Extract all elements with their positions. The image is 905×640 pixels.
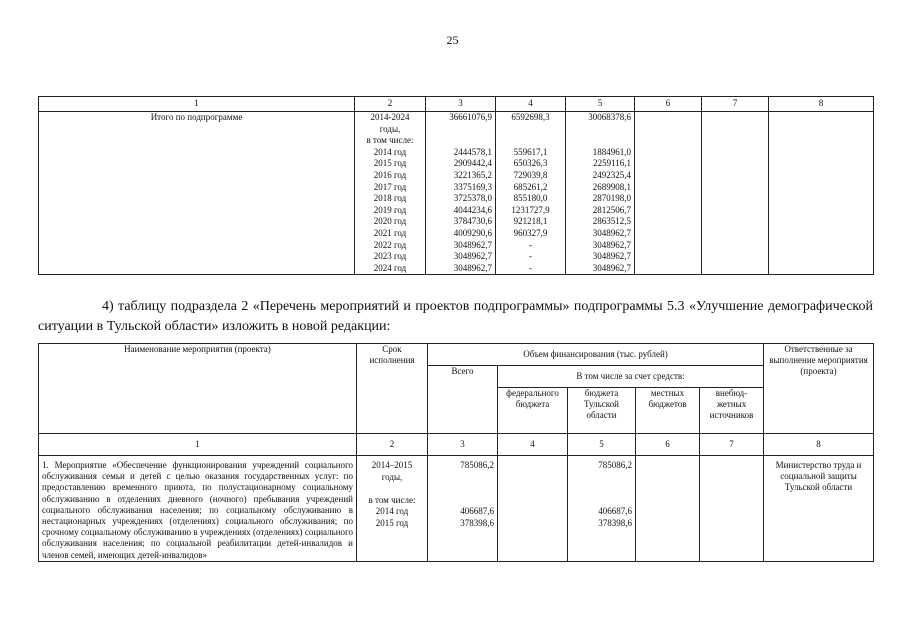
cell-line: 2689908,1 (592, 181, 631, 192)
cell-line: 3048962,7 (453, 239, 492, 250)
cell-line: 2017 год (373, 181, 407, 192)
measures-table (38, 343, 874, 562)
table2-number-row (39, 434, 874, 456)
cell-line: 960327,9 (513, 227, 548, 238)
measure-term (357, 456, 428, 562)
cell-line: - (529, 262, 532, 273)
cell-line: 729039,8 (513, 169, 548, 180)
table1-col-num: 1 (39, 97, 355, 112)
cell-line: 3784730,6 (453, 216, 492, 227)
cell-line: 650326,3 (513, 158, 548, 169)
cell-line: 2014 год (373, 146, 407, 157)
cell-line: 2863512,5 (592, 216, 631, 227)
empty-cell (635, 112, 702, 275)
cell-line: 2014 год (375, 506, 409, 517)
table1-header-row (39, 97, 874, 112)
cell-line (431, 483, 494, 495)
subprogram-total-table (38, 96, 874, 275)
table2-col-num: 2 (357, 434, 428, 456)
table1-col-num: 6 (635, 97, 702, 112)
cell-line: 3048962,7 (592, 239, 631, 250)
cell-line: 378398,6 (460, 517, 494, 528)
cell-line: 36661076,9 (449, 112, 492, 122)
cell-line: 3048962,7 (592, 227, 631, 238)
table1-col-num: 4 (496, 97, 566, 112)
federal-cell (496, 112, 566, 275)
cell-line: 1884961,0 (592, 146, 631, 157)
regional-cell (566, 112, 635, 275)
measure-regional (568, 456, 636, 562)
cell-line: 2492325,4 (592, 169, 631, 180)
header-measure-name: Наименование мероприятия (проекта) (39, 344, 357, 434)
cell-line: 3375169,3 (453, 181, 492, 192)
cell-line (571, 495, 632, 507)
empty-cell (498, 456, 568, 562)
cell-line: 2444578,1 (453, 146, 492, 157)
cell-line: 30068378,6 (588, 112, 631, 122)
header-regional: бюджета Тульской области (568, 388, 636, 434)
cell-line: 855180,0 (513, 193, 548, 204)
cell-line (569, 124, 631, 136)
cell-line: 785086,2 (460, 460, 494, 470)
table2-col-num: 8 (764, 434, 874, 456)
table1-col-num: 2 (355, 97, 426, 112)
total-cell (426, 112, 496, 275)
cell-line: 2024 год (373, 262, 407, 273)
cell-line: 2259116,1 (593, 158, 631, 169)
measure-description: 1. Мероприятие «Обеспечение функционирования учреждений социального обслуживания семьи и детей с целью оказания государственных услуг: по предоставлению временного приюта, по полустационарному социальному обслуживанию в отделениях дневного (ночного) пребывания учреждений социального обслуживания населения; по социальному обслуживанию в нестационарных учреждениях (отделениях) социального обслуживания; по срочному социальному обслуживанию в учреждениях (отделениях) социального обслуживания населения; по социальной реабилитации детей-инвалидов и членов семей, имеющих детей-инвалидов» (39, 456, 357, 562)
cell-line: 4009290,6 (453, 227, 492, 238)
header-federal: федерального бюджета (498, 388, 568, 434)
cell-line: 2870198,0 (592, 193, 631, 204)
cell-line (499, 135, 562, 147)
table2-col-num: 4 (498, 434, 568, 456)
period-cell (355, 112, 426, 275)
cell-line: 559617,1 (513, 146, 548, 157)
cell-line: 378398,6 (598, 517, 632, 528)
row-label: Итого по подпрограмме (39, 112, 355, 275)
cell-line: 785086,2 (598, 460, 632, 470)
cell-line: годы, (381, 471, 403, 482)
cell-line: 2021 год (373, 227, 407, 238)
cell-line: 2022 год (373, 239, 407, 250)
cell-line (569, 135, 631, 147)
table2-measure-row (39, 456, 874, 562)
cell-line (429, 124, 492, 136)
cell-line: в том числе: (366, 135, 414, 146)
cell-line (360, 483, 424, 495)
header-funding-volume: Объем финансирования (тыс. рублей) (428, 344, 764, 366)
cell-line: 2014–2015 (371, 460, 413, 470)
cell-line: 2812506,7 (592, 204, 631, 215)
cell-line: 2019 год (373, 204, 407, 215)
header-extrabudget: внебюд-жетных источников (700, 388, 764, 434)
cell-line: 2015 год (373, 158, 407, 169)
cell-line: 2016 год (373, 169, 407, 180)
header-local: местных бюджетов (636, 388, 700, 434)
cell-line: 406687,6 (598, 506, 632, 517)
cell-line (431, 472, 494, 484)
cell-line: 3048962,7 (453, 251, 492, 262)
table1-col-num: 7 (702, 97, 769, 112)
empty-cell (702, 112, 769, 275)
cell-line: 3048962,7 (592, 262, 631, 273)
measure-responsible: Министерство труда и социальной защиты Тульской области (764, 456, 874, 562)
cell-line: 2909442,4 (453, 158, 492, 169)
cell-line: 685261,2 (513, 181, 548, 192)
cell-line: годы, (379, 123, 401, 134)
measure-total (428, 456, 498, 562)
table1-col-num: 3 (426, 97, 496, 112)
cell-line: 2018 год (373, 193, 407, 204)
cell-line: в том числе: (368, 494, 416, 505)
cell-line (431, 495, 494, 507)
cell-line: 921218,1 (513, 216, 548, 227)
cell-line: 3048962,7 (592, 251, 631, 262)
cell-line: 2023 год (373, 251, 407, 262)
empty-cell (769, 112, 874, 275)
instruction-paragraph: 4) таблицу подраздела 2 «Перечень мероприятий и проектов подпрограммы» подпрограммы 5.3 «Улучшение демографической ситуации в Тульской области» изложить в новой редакции: (38, 299, 873, 334)
table1-col-num: 5 (566, 97, 635, 112)
cell-line: 4044234,6 (453, 204, 492, 215)
cell-line (571, 472, 632, 484)
cell-line: 2020 год (373, 216, 407, 227)
cell-line: 1231727,9 (511, 204, 550, 215)
cell-line: - (529, 239, 532, 250)
cell-line: 2015 год (375, 517, 409, 528)
table2-col-num: 6 (636, 434, 700, 456)
cell-line: 2014-2024 (370, 112, 410, 122)
page-number: 25 (446, 33, 459, 47)
cell-line: 6592698,3 (511, 112, 550, 122)
table2-col-num: 5 (568, 434, 636, 456)
cell-line: 3048962,7 (453, 262, 492, 273)
table2-col-num: 7 (700, 434, 764, 456)
header-total: Всего (428, 366, 498, 434)
cell-line: 3221365,2 (453, 169, 492, 180)
table2-col-num: 3 (428, 434, 498, 456)
header-including: В том числе за счет средств: (498, 366, 764, 388)
header-term: Срок исполнения (357, 344, 428, 434)
cell-line (571, 483, 632, 495)
cell-line: 3725378,0 (453, 193, 492, 204)
table2-col-num: 1 (39, 434, 357, 456)
cell-line: - (529, 251, 532, 262)
table1-total-row (39, 112, 874, 275)
empty-cell (700, 456, 764, 562)
header-responsible: Ответственные за выполнение мероприятия (проекта) (764, 344, 874, 434)
empty-cell (636, 456, 700, 562)
cell-line (499, 124, 562, 136)
cell-line: 406687,6 (460, 506, 494, 517)
table1-col-num: 8 (769, 97, 874, 112)
cell-line (429, 135, 492, 147)
